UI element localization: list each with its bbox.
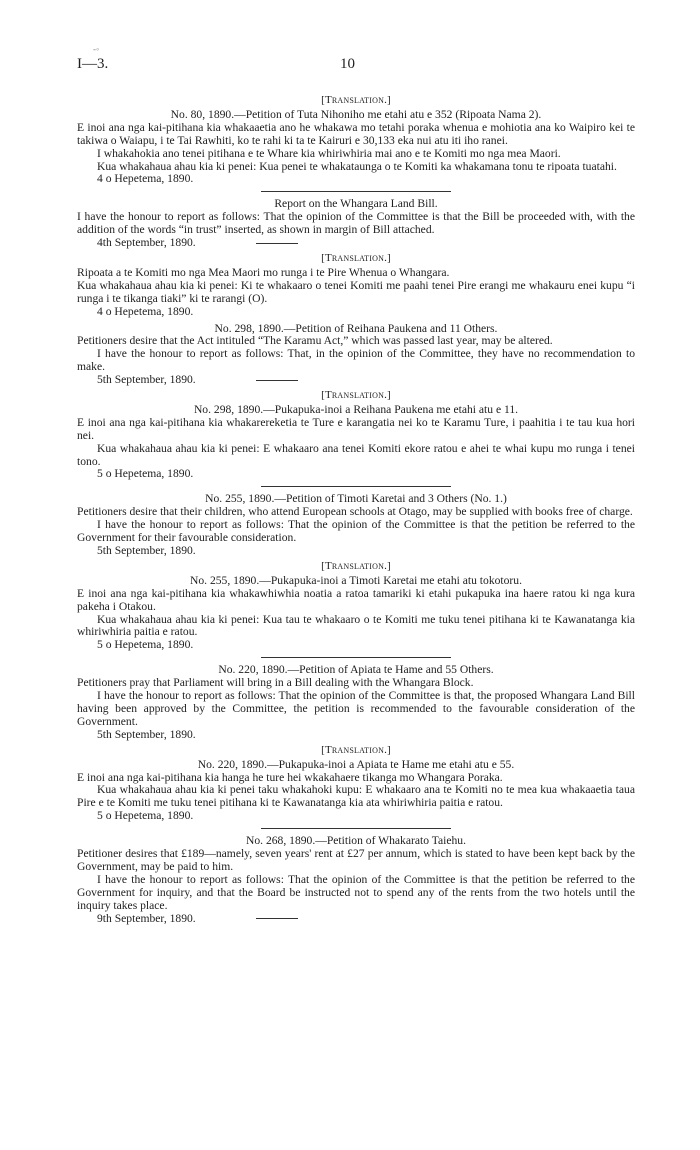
paragraph: Kua whakahaua ahau kia ki penei: E whakaaro ana tenei Komiti ekore ratou e ahei te whai kupu mo runga i tenei tono.: [77, 441, 635, 468]
paragraph: Kua whakahaua ahau kia ki penei: Kua tau te whakaaro o te Komiti me tuku tenei pitihana ki te Kawanatanga kia whiriwhiria paitia e ratou.: [77, 612, 635, 639]
paragraph: I have the honour to report as follows: That the opinion of the Committee is that the petition be referred to the Government for their favourable consideration.: [77, 518, 635, 545]
section-petition-298: [77, 323, 635, 482]
date-line: 4 o Hepetema, 1890.: [97, 304, 194, 318]
page-number: 10: [340, 56, 355, 72]
date-text: 4th September, 1890.: [97, 236, 196, 250]
date-text: 9th September, 1890.: [97, 911, 196, 925]
short-rule: [256, 918, 298, 919]
section-divider: [261, 191, 451, 192]
date-line: 5th September, 1890.: [97, 544, 196, 557]
margin-mark: -◦: [93, 44, 100, 54]
short-rule: [256, 380, 298, 381]
paragraph: Kua whakahaua ahau kia ki penei: Kua penei te whakataunga o te Komiti ka whakamana tonu te ripoata tuatahi.: [97, 159, 617, 173]
date-text: 5th September, 1890.: [97, 373, 196, 387]
translation-label: [Translation.]: [321, 251, 391, 264]
date-line: 5 o Hepetema, 1890.: [97, 809, 194, 823]
paragraph: I have the honour to report as follows: That, in the opinion of the Committee, they have no recommendation to make.: [77, 347, 635, 374]
date-line: 4 o Hepetema, 1890.: [97, 172, 194, 186]
paragraph: Petitioner desires that £189—namely, seven years' rent at £27 per annum, which is stated to have been kept back by the Government, may be paid to him.: [77, 847, 635, 873]
date-line: 5 o Hepetema, 1890.: [97, 638, 194, 652]
date-line: 5th September, 1890.: [97, 727, 196, 741]
section-heading: No. 298, 1890.—Petition of Reihana Paukena and 11 Others.: [214, 321, 498, 335]
paragraph: E inoi ana nga kai-pitihana kia whakarereketia te Ture e karangatia nei ko te Karamu Ture, i paahitia i te tau kua hori nei.: [77, 415, 635, 442]
translation-label: [Translation.]: [321, 743, 391, 756]
section-heading: No. 268, 1890.—Petition of Whakarato Taiehu.: [246, 834, 466, 848]
section-divider: [261, 828, 451, 829]
section-heading: No. 255, 1890.—Petition of Timoti Karetai and 3 Others (No. 1.): [205, 492, 507, 506]
section-heading: No. 220, 1890.—Pukapuka-inoi a Apiata te Hame me etahi atu e 55.: [197, 757, 515, 771]
paragraph: Kua whakahaua ahau kia ki penei taku whakahoki kupu: E whakaaro ana te Komiti no te mea kua whakaaetia taua Pire e te Komiti me tuku tenei pitihana ki te Kawanatanga kia ata whiriwhiria paitia e ratou.: [77, 783, 635, 810]
section-heading: Report on the Whangara Land Bill.: [274, 197, 438, 211]
translation-label: [Translation.]: [321, 94, 391, 106]
section-petition-80: [77, 94, 635, 186]
paragraph: I have the honour to report as follows: That the opinion of the Committee is that the petition be referred to the Government for inquiry, and that the Board be instructed not to spend any of the rents from the two hotels until the inquiry takes place.: [77, 872, 635, 912]
translation-label: [Translation.]: [321, 559, 391, 572]
page-body: [77, 92, 635, 925]
date-line: [77, 237, 635, 250]
paragraph: E inoi ana nga kai-pitihana kia hanga he ture hei wkakahaere tikanga mo Whangara Poraka.: [77, 770, 503, 784]
date-line: [77, 913, 635, 926]
section-heading: No. 255, 1890.—Pukapuka-inoi a Timoti Karetai me etahi atu tokotoru.: [190, 573, 522, 587]
paragraph: Petitioners desire that their children, who attend European schools at Otago, may be supplied with books free of charge.: [77, 505, 633, 519]
paragraph: Petitioners desire that the Act intituled “The Karamu Act,” which was passed last year, may be altered.: [77, 334, 553, 348]
paragraph: Kua whakahaua ahau kia ki penei: Ki te whakaaro o tenei Komiti me paahi tenei Pire erangi me whakauru enei kupu “i runga i te tikanga tiaki” ki te rarangi (O).: [77, 278, 635, 305]
paragraph: Petitioners pray that Parliament will bring in a Bill dealing with the Whangara Block.: [77, 676, 474, 690]
paragraph: E inoi ana nga kai-pitihana kia whakaaetia ano he whakawa mo tetahi poraka whenua e mohiotia ana ko Waipiro kei te takiwa o Waiapu, i te Tai Rawhiti, ko te rahi ki ta te Kairuri e 30,133 eka nui atu iti iho ranei.: [77, 120, 635, 147]
document-reference: I—3.: [77, 56, 109, 72]
section-heading: No. 220, 1890.—Petition of Apiata te Hame and 55 Others.: [218, 663, 494, 677]
section-heading: Ripoata a te Komiti mo nga Mea Maori mo runga i te Pire Whenua o Whangara.: [77, 265, 450, 279]
section-heading: No. 298, 1890.—Pukapuka-inoi a Reihana Paukena me etahi atu e 11.: [193, 402, 519, 416]
date-line: 5 o Hepetema, 1890.: [97, 467, 194, 481]
section-divider: [261, 657, 451, 658]
section-petition-268: [77, 835, 635, 925]
paragraph: I have the honour to report as follows: That the opinion of the Committee is that, the proposed Whangara Land Bill having been approved by the Committee, the petition is recommended to the favourable consideration of the Government.: [77, 689, 635, 728]
paragraph: E inoi ana nga kai-pitihana kia whakawhiwhia noatia a ratoa tamariki ki etahi pukapuka ina haere ratou ki nga kura pakeha i Otakou.: [77, 586, 635, 613]
date-line: [77, 374, 635, 387]
translation-label: [Translation.]: [321, 389, 391, 402]
section-heading: No. 80, 1890.—Petition of Tuta Nihoniho me etahi atu e 352 (Ripoata Nama 2).: [170, 107, 542, 121]
section-divider: [261, 486, 451, 487]
short-rule: [256, 243, 298, 244]
paragraph: I have the honour to report as follows: That the opinion of the Committee is that the Bill be proceeded with, with the addition of the words “in trust” inserted, as shown in margin of Bill attached.: [77, 210, 635, 237]
section-petition-255: [77, 493, 635, 652]
section-whangara-report: [77, 198, 635, 318]
section-petition-220: [77, 664, 635, 823]
paragraph: I whakahokia ano tenei pitihana e te Whare kia whiriwhiria mai ano e te Komiti mo nga mea Maori.: [97, 146, 561, 160]
